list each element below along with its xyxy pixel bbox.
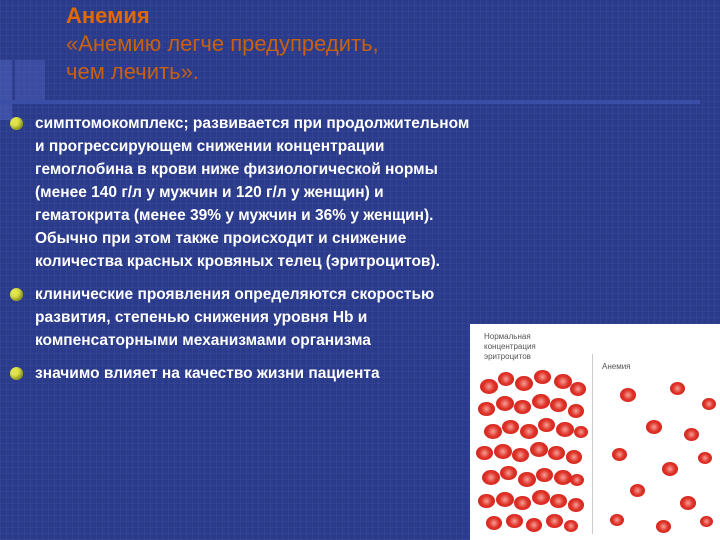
red-blood-cell bbox=[684, 428, 699, 441]
decorative-bar-left bbox=[0, 60, 12, 120]
red-blood-cell bbox=[620, 388, 636, 402]
red-blood-cell bbox=[656, 520, 671, 533]
red-blood-cell bbox=[698, 452, 712, 464]
red-blood-cell bbox=[566, 450, 582, 464]
red-blood-cell bbox=[532, 490, 550, 505]
red-blood-cell bbox=[498, 372, 514, 386]
slide-quote-line-2: чем лечить». bbox=[66, 59, 199, 84]
label-anemia: Анемия bbox=[602, 362, 631, 371]
red-blood-cell bbox=[530, 442, 548, 457]
red-blood-cell bbox=[702, 398, 716, 410]
red-blood-cell bbox=[662, 462, 678, 476]
bullet-item bbox=[10, 112, 480, 273]
red-blood-cell bbox=[514, 400, 531, 414]
red-blood-cell bbox=[496, 396, 514, 411]
red-blood-cell bbox=[502, 420, 519, 434]
red-blood-cell bbox=[556, 422, 574, 437]
bullet-item bbox=[10, 283, 480, 352]
red-blood-cell bbox=[480, 379, 498, 394]
red-blood-cell bbox=[486, 516, 502, 530]
red-blood-cell bbox=[564, 520, 578, 532]
label-normal-concentration: Нормальная концентрация эритроцитов bbox=[484, 332, 536, 361]
bullet-item bbox=[10, 362, 480, 385]
red-blood-cell bbox=[548, 446, 565, 460]
bullet-text: значимо влияет на качество жизни пациента bbox=[35, 365, 380, 382]
red-blood-cell bbox=[526, 518, 542, 532]
red-blood-cell bbox=[536, 468, 553, 482]
red-blood-cell bbox=[514, 496, 531, 510]
red-blood-cell bbox=[484, 424, 502, 439]
red-blood-cell bbox=[700, 516, 713, 527]
red-blood-cell bbox=[610, 514, 624, 526]
red-blood-cell bbox=[496, 492, 514, 507]
red-blood-cell bbox=[500, 466, 517, 480]
red-blood-cell bbox=[538, 418, 555, 432]
red-blood-cell bbox=[546, 514, 563, 528]
bullet-dot-icon bbox=[10, 367, 23, 380]
red-blood-cell bbox=[630, 484, 645, 497]
red-blood-cell bbox=[570, 474, 584, 486]
red-blood-cell bbox=[478, 494, 495, 508]
red-blood-cell bbox=[512, 448, 529, 462]
blood-cells-illustration bbox=[470, 324, 720, 540]
red-blood-cell bbox=[506, 514, 523, 528]
red-blood-cell bbox=[515, 376, 533, 391]
red-blood-cell bbox=[550, 398, 567, 412]
bullet-dot-icon bbox=[10, 117, 23, 130]
title-underline bbox=[0, 100, 700, 104]
red-blood-cell bbox=[520, 424, 538, 439]
bullet-text: симптомокомплекс; развивается при продолжительном и прогрессирующем снижении концентрации гемоглобина в крови ниже физиологической нормы (менее 140 г/л у мужчин и 120 г/л у женщин) и гематокрита (менее 39% у мужчин и 36% у женщин). Обычно при этом также происходит и снижение количества красных кровяных телец (эритроцитов). bbox=[35, 115, 470, 270]
red-blood-cell bbox=[494, 444, 512, 459]
red-blood-cell bbox=[568, 498, 584, 512]
red-blood-cell bbox=[680, 496, 696, 510]
red-blood-cell bbox=[646, 420, 662, 434]
red-blood-cell bbox=[612, 448, 627, 461]
bullet-dot-icon bbox=[10, 288, 23, 301]
red-blood-cell bbox=[534, 370, 551, 384]
red-blood-cell bbox=[476, 446, 493, 460]
illustration-divider bbox=[592, 354, 593, 534]
slide-quote-line-1: «Анемию легче предупредить, bbox=[66, 31, 379, 56]
decorative-square bbox=[15, 60, 45, 100]
red-blood-cell bbox=[532, 394, 550, 409]
red-blood-cell bbox=[482, 470, 500, 485]
slide-title-block bbox=[66, 2, 666, 86]
red-blood-cell bbox=[568, 404, 584, 418]
slide-title: Анемия bbox=[66, 3, 150, 28]
red-blood-cell bbox=[550, 494, 567, 508]
bullet-text: клинические проявления определяются скоростью развития, степенью снижения уровня Hb и компенсаторными механизмами организма bbox=[35, 286, 435, 349]
red-blood-cell bbox=[518, 472, 536, 487]
red-blood-cell bbox=[570, 382, 586, 396]
bullet-list bbox=[10, 112, 480, 395]
red-blood-cell bbox=[574, 426, 588, 438]
red-blood-cell bbox=[670, 382, 685, 395]
red-blood-cell bbox=[478, 402, 495, 416]
